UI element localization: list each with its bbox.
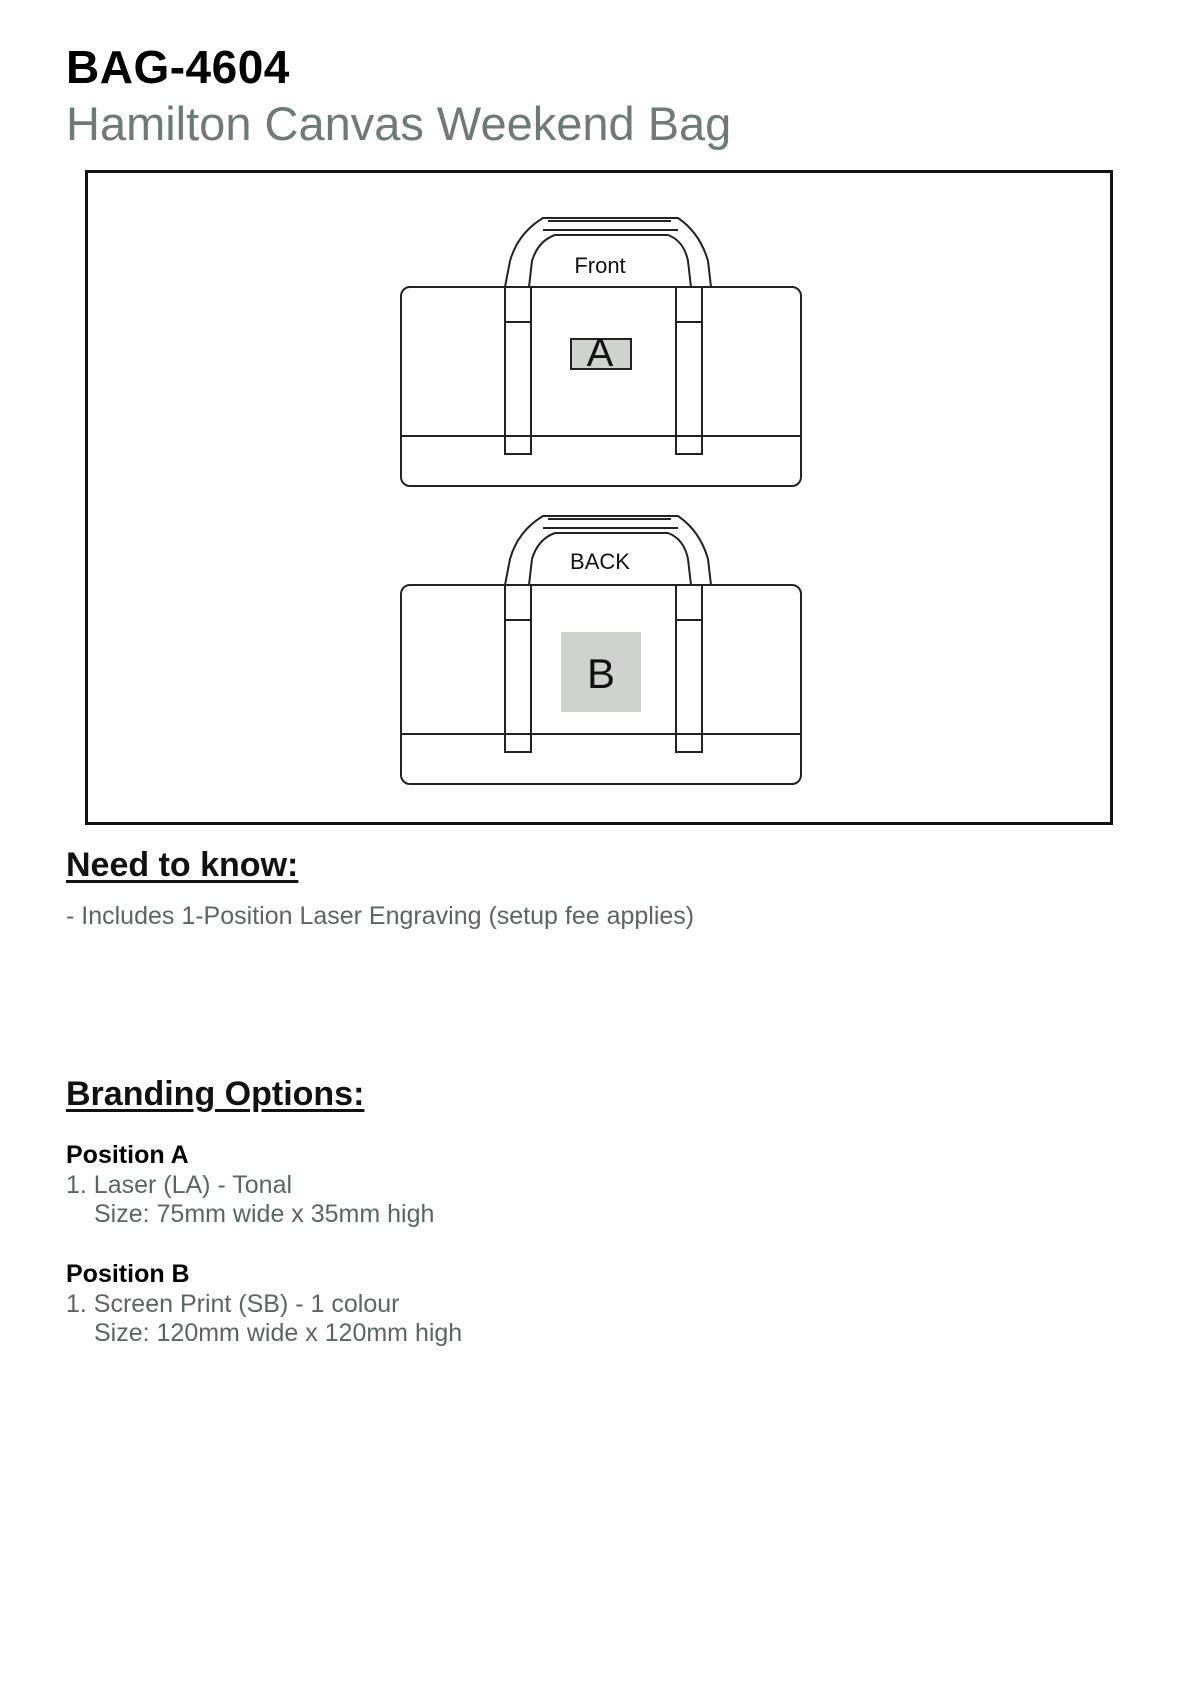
branding-options-heading: Branding Options: [66,1075,365,1113]
bag-diagram [88,173,1110,822]
position-a-size: Size: 75mm wide x 35mm high [94,1200,435,1228]
product-name: Hamilton Canvas Weekend Bag [66,97,732,150]
imprint-area-a [571,331,631,375]
position-a-method: 1. Laser (LA) - Tonal [66,1171,293,1199]
bag-diagram-frame [85,170,1113,825]
need-to-know-heading: Need to know: [66,846,299,884]
front-label: Front [574,253,626,278]
imprint-area-b [561,632,641,712]
position-a-marker: A [586,331,614,375]
position-b-method: 1. Screen Print (SB) - 1 colour [66,1290,400,1318]
position-b-size: Size: 120mm wide x 120mm high [94,1319,463,1347]
back-label: BACK [570,549,630,574]
need-to-know-item: - Includes 1-Position Laser Engraving (setup fee applies) [66,902,695,930]
position-a-title: Position A [66,1141,189,1169]
position-b-title: Position B [66,1260,190,1288]
position-b-marker: B [586,650,616,697]
product-code: BAG-4604 [66,41,290,93]
